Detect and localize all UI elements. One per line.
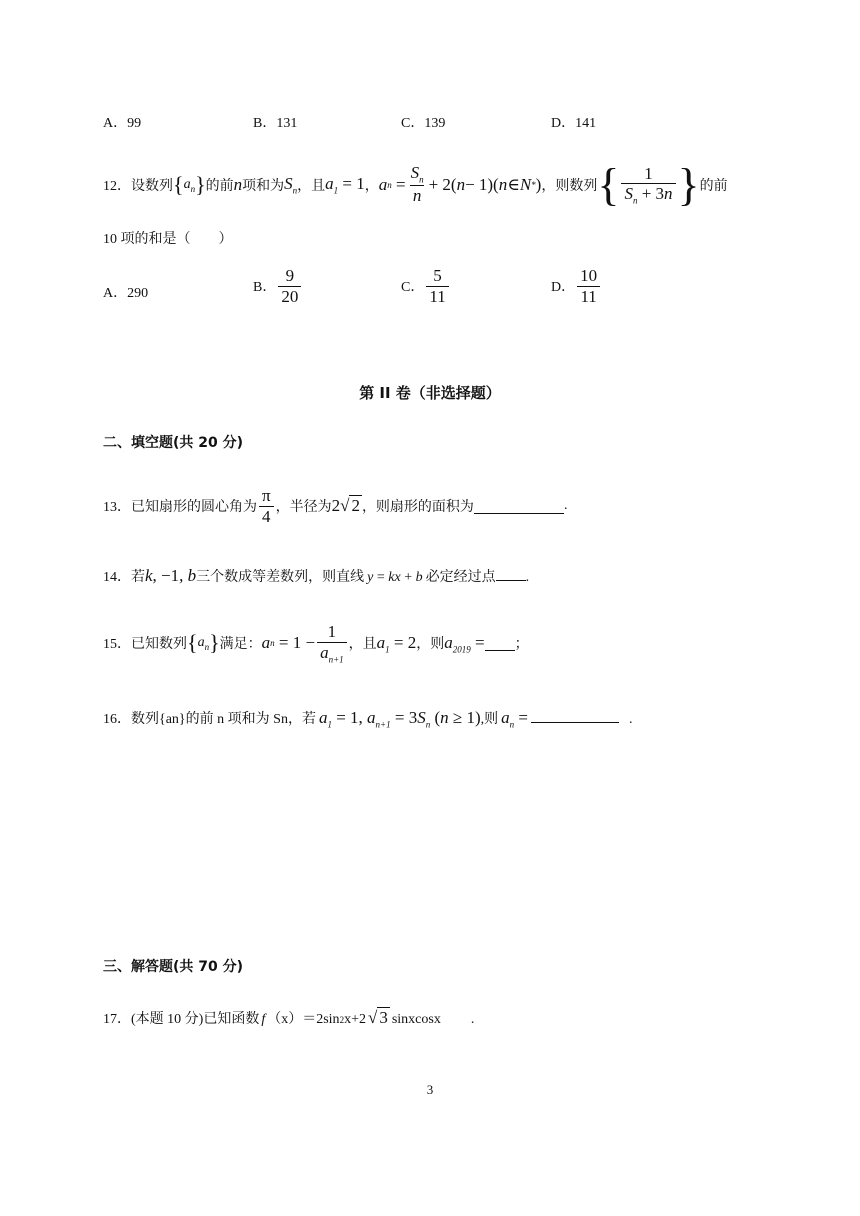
question-12 [103, 160, 728, 210]
q12-option-c-label: C． [401, 280, 425, 296]
q15-set-an: $\{a_n\}$ [187, 630, 220, 656]
q13-radius: 2√ 2 [331, 496, 360, 516]
question-17 [103, 1008, 474, 1028]
q11-option-c: C．139 [401, 116, 446, 131]
q16-answer-blank[interactable] [531, 708, 619, 723]
q14-line-eq: y = kx + b [367, 570, 423, 585]
q17-sqrt3: √ 3 [367, 1008, 388, 1027]
q15-answer-blank[interactable] [485, 636, 515, 651]
q13-text-4: . [563, 498, 568, 514]
q17-text-4: sinxcosx [391, 1012, 441, 1027]
q12-option-d-num: 10 [580, 266, 598, 285]
q12-a1-eq: $a_1 = 1$ [325, 174, 365, 196]
q13-text-3: ，则扇形的面积为 [361, 500, 474, 516]
q12-option-b-label: B． [253, 280, 277, 296]
q12-sequence-recip: { $\frac{1}{S_n + 3n}$ } [597, 159, 700, 210]
page-number: 3 [426, 1082, 434, 1097]
q14-text-2: 三个数成等差数列，则直线 [196, 570, 365, 585]
q12-option-a: A．290 [103, 286, 149, 301]
q15-text-1: 15．已知数列 [103, 637, 187, 653]
q15-text-3: ，且 [348, 637, 377, 653]
q17-text-5: . [470, 1012, 475, 1027]
q17-text-2: （x）＝2sin [267, 1012, 340, 1027]
q12-option-d-label: D． [551, 280, 576, 296]
q12-text-5: ， [364, 179, 379, 194]
question-15 [103, 622, 529, 665]
q15-text-5: ； [514, 637, 529, 653]
q16-text-3: . [628, 712, 633, 727]
q13-text-2: ，半径为 [275, 500, 332, 516]
q12-text-1: 设数列 [131, 179, 173, 194]
q15-recurrence: a n = 1 − $\frac{1}{a_{n+1}}$ [262, 622, 349, 665]
q12-option-d-den: 11 [577, 286, 599, 307]
q12-line-2: 10 项的和是（ ） [103, 232, 233, 247]
q17-text-3: x+2 [344, 1012, 366, 1027]
q13-text-1: 13．已知扇形的圆心角为 [103, 500, 257, 516]
q12-text-4: ，且 [297, 179, 326, 194]
q12-option-b [253, 266, 303, 307]
question-13: 13．已知扇形的圆心角为 $\frac{\pi}{4}$ ，半径为 2√ 2 ，则扇形的面积为 . [103, 486, 568, 526]
part2-title: 第 II 卷（非选择题） [359, 384, 501, 402]
q12-option-b-den: 20 [278, 286, 301, 307]
q12-option-c-num: 5 [433, 266, 442, 285]
q16-conditions: $a_1 = 1$, $a_{n+1} = 3S_n$ (n ≥ 1) [318, 708, 481, 730]
q11-option-d: D．141 [551, 116, 597, 131]
q11-option-b: B．131 [253, 116, 298, 131]
q15-text-4: ，则 [416, 637, 445, 653]
q12-n: n [233, 175, 243, 194]
q12-option-b-num: 9 [285, 266, 295, 285]
q14-text-4: . [525, 570, 530, 585]
q17-f: f [261, 1012, 266, 1027]
q12-option-c-den: 11 [426, 286, 448, 307]
q17-text-1: 17．(本题 10 分)已知函数 [103, 1012, 260, 1027]
q12-sn: $S_n$ [284, 174, 298, 196]
q17-exponent: 2 [339, 1015, 345, 1025]
q14-text-3: 必定经过点 [425, 570, 496, 585]
q12-recurrence: a n = $\frac{S_n}{n}$ + 2( n − 1)( n ∈ N * ) [378, 163, 542, 206]
q14-text-1: 14．若 [103, 570, 145, 585]
q12-text-7: 的前 [699, 179, 728, 194]
q13-answer-blank[interactable] [474, 499, 564, 514]
q15-a2019: $a_{2019}$ = [444, 632, 485, 655]
q12-text-3: 项和为 [242, 179, 285, 194]
q12-text-6: ，则数列 [541, 179, 598, 194]
q12-option-d [551, 266, 602, 307]
section-fill-in-heading: 二、填空题(共 20 分) [103, 435, 244, 451]
q12-text-2: 的前 [205, 179, 234, 194]
q14-answer-blank[interactable] [496, 566, 526, 581]
question-16 [103, 708, 632, 729]
q12-option-c [401, 266, 451, 307]
q16-text-1: 16．数列{an}的前 n 项和为 Sn，若 [103, 712, 316, 727]
q14-terms: k, −1, b [145, 566, 197, 585]
section-answer-heading: 三、解答题(共 70 分) [103, 959, 244, 975]
question-14 [103, 566, 529, 586]
q15-text-2: 满足： [219, 637, 262, 653]
q12-number: 12． [103, 179, 131, 194]
q15-a1: $a_1 = 2$ [376, 632, 417, 655]
q11-option-a: A．99 [103, 116, 142, 131]
q16-text-2: ,则 [480, 712, 499, 727]
q16-an: $a_n$ = [501, 708, 528, 730]
q12-set-an: $\{a_n\}$ [173, 172, 206, 197]
